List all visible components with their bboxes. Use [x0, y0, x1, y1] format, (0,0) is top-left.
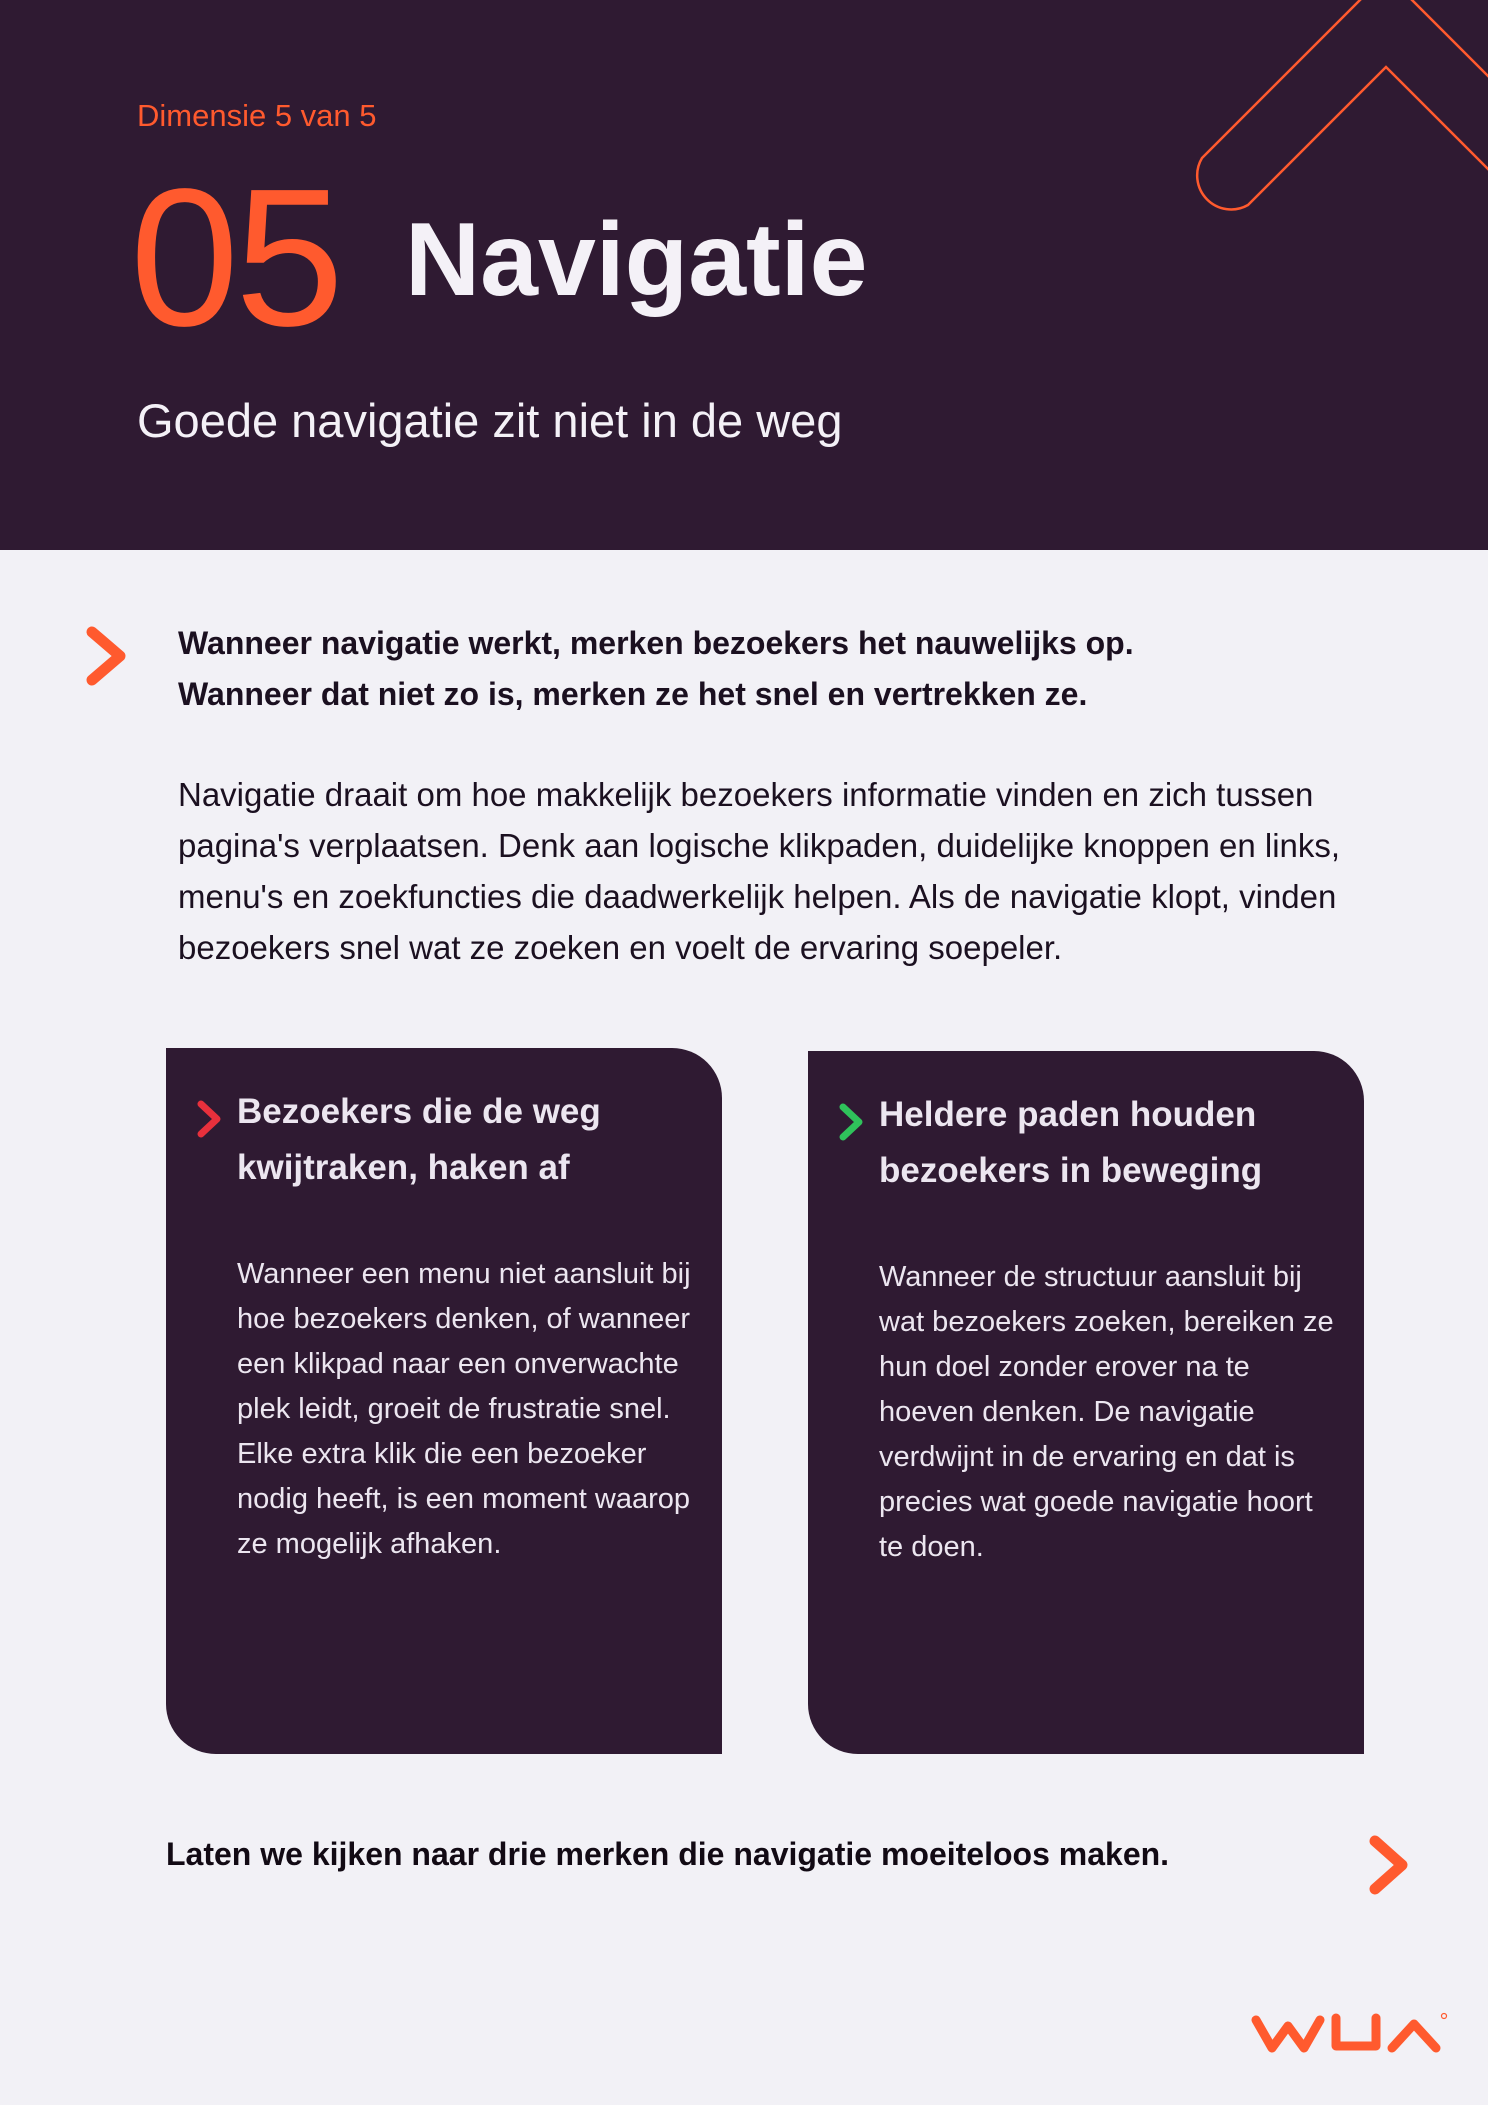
card-lost-visitors [166, 1048, 722, 1754]
chevron-right-icon [193, 1098, 227, 1140]
chevron-up-decoration-icon [1160, 0, 1488, 260]
chevron-right-icon [84, 624, 130, 688]
card-body: Wanneer een menu niet aansluit bij hoe bezoekers denken, of wanneer een klikpad naar een onverwachte plek leidt, groeit de frustratie snel. Elke extra klik die een bezoeker nodig heeft, is een moment waarop ze mogelijk afhaken. [237, 1258, 691, 1560]
cta-text: Laten we kijken naar drie merken die navigatie moeiteloos maken. [166, 1836, 1170, 1872]
card-heading-line-2: kwijtraken, haken af [237, 1148, 570, 1187]
page-subtitle: Goede navigatie zit niet in de weg [137, 394, 843, 447]
card-body: Wanneer de structuur aansluit bij wat bezoekers zoeken, bereiken ze hun doel zonder erover na te hoeven denken. De navigatie verdwijnt in de ervaring en dat is precies wat goede navigatie hoort te doen. [879, 1261, 1334, 1563]
card-clear-paths [808, 1051, 1364, 1754]
intro-body: Navigatie draait om hoe makkelijk bezoekers informatie vinden en zich tussen pagina's verplaatsen. Denk aan logische klikpaden, duidelijke knoppen en links, menu's en zoekfuncties die daadwerkelijk helpen. Als de navigatie klopt, vinden bezoekers snel wat ze zoeken en voelt de ervaring soepeler. [178, 776, 1341, 966]
wua-logo [1250, 2010, 1450, 2060]
dimension-label: Dimensie 5 van 5 [137, 98, 377, 133]
header-banner [0, 0, 1488, 550]
card-heading-line-1: Bezoekers die de weg [237, 1092, 601, 1131]
card-heading-line-1: Heldere paden houden [879, 1095, 1257, 1134]
page-title: Navigatie [405, 202, 868, 318]
card-heading [879, 1087, 1339, 1199]
intro-lead-line-2: Wanneer dat niet zo is, merken ze het snel en vertrekken ze. [178, 676, 1088, 712]
chevron-right-icon[interactable] [1366, 1833, 1412, 1897]
card-heading [237, 1084, 697, 1196]
chevron-right-icon [835, 1101, 869, 1143]
intro-lead-line-1: Wanneer navigatie werkt, merken bezoekers het nauwelijks op. [178, 625, 1134, 661]
intro-lead [178, 618, 1358, 720]
card-heading-line-2: bezoekers in beweging [879, 1151, 1263, 1190]
section-number: 05 [130, 148, 341, 367]
